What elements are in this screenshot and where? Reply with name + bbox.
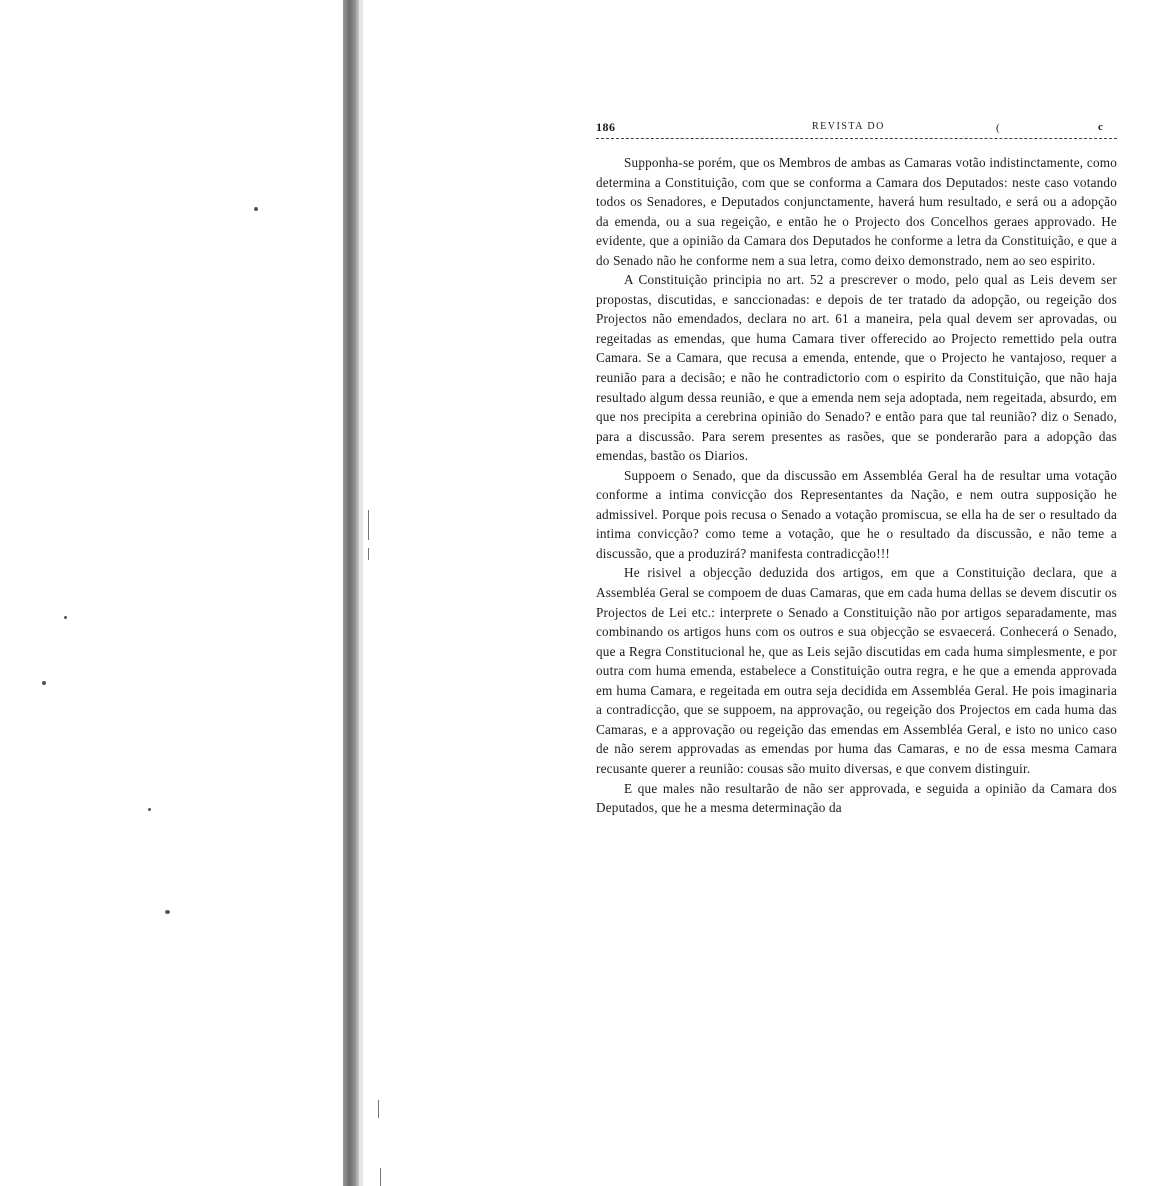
book-page <box>596 118 1117 1058</box>
paragraph: Supponha-se porém, que os Membros de ambas as Camaras votão indistinctamente, como determina a Constituição, com que se conforma a Camara dos Deputados: neste caso votando todos os Senadores, e Deputados conjunctamente, haverá hum resultado, e será ou a adopção da emenda, ou a sua regeição, e então he o Projecto dos Concelhos geraes approvado. He evidente, que a opinião da Camara dos Deputados he conforme a letra da Constituição, e que a do Senado não he conforme nem a sua letra, como deixo demonstrado, nem ao seo espirito. <box>596 155 1117 268</box>
head-mark-right: c <box>1098 121 1104 133</box>
body-text <box>596 153 1117 818</box>
paragraph: A Constituição principia no art. 52 a prescrever o modo, pelo qual as Leis devem ser propostas, discutidas, e sanccionadas: e depois de ter tratado da adopção, ou regeição dos Projectos não emendados, declara no art. 61 a maneira, pela qual devem ser aprovadas, ou regeitadas as emendas, que huma Camara tiver offerecido ao Projecto remettido pela outra Camara. Se a Camara, que recusa a emenda, entende, que o Projecto he vantajoso, requer a reunião para a decisão; e não he contradictorio com o espirito da Constituição, que não haja resultado algum dessa reunião, e que a emenda nem seja adoptada, nem regeitada, absurdo, em que nos precipita a cerebrina opinião do Senado? e então para que tal reunião? diz o Senado, para a discussão. Para serem presentes as rasões, que se ponderarão para a adopção das emendas, bastão os Diarios. <box>596 272 1117 464</box>
running-head <box>596 118 1117 139</box>
scan-speck <box>165 910 170 914</box>
scan-speck <box>148 808 151 811</box>
gutter-edge <box>359 0 363 1186</box>
paragraph: Suppoem o Senado, que da discussão em Assembléa Geral ha de resultar uma votação conforme a intima convicção dos Representantes da Nação, e nem outra supposição he admissivel. Porque pois recusa o Senado a votação promiscua, se ella ha de ser o resultado da intima convicção? como teme a votação, que he o resultado da discussão, e não teme a discussão, que a produzirá? manifesta contradicção!!! <box>596 467 1117 561</box>
scan-mark <box>380 1168 381 1186</box>
scan-speck <box>64 616 67 619</box>
paragraph: He risivel a objecção deduzida dos artigos, em que a Constituição declara, que a Assembléa Geral se compoem de duas Camaras, que em cada huma dellas se devem discutir os Projectos de Lei etc.: interprete o Senado a Constituição não por artigos separadamente, mas combinando os artigos huns com os outros e sua objecção se esvaecerá. Conhecerá o Senado, que a Regra Constitucional he, que as Leis sejão discutidas em cada huma simplesmente, e por outra com huma emenda, estabelece a Constituição outra regra, e he que a emenda approvada em huma Camara, e regeitada em outra seja decidida em Assembléa Geral. He pois imaginaria a contradicção, que se suppoem, na approvação, ou regeição dos Projectos em cada huma das Camaras, e a approvação ou regeição das emendas em Assembléa Geral, e isto no unico caso de não serem approvadas as emendas por huma das Camaras, e no de essa mesma Camara recusante querer a reunião: cousas são muito diversas, e que convem distinguir. <box>596 565 1117 776</box>
head-mark-left: ( <box>996 122 1001 134</box>
book-gutter <box>343 0 359 1186</box>
scan-mark <box>368 548 369 560</box>
scan-mark <box>378 1100 379 1118</box>
scan-mark <box>368 510 369 540</box>
page-number: 186 <box>596 120 616 134</box>
running-title: REVISTA DO <box>812 121 885 132</box>
scan-speck <box>42 681 46 685</box>
scan-speck <box>254 207 258 211</box>
paragraph: E que males não resultarão de não ser approvada, e seguida a opinião da Camara dos Deputados, que he a mesma determinação da <box>596 780 1117 816</box>
